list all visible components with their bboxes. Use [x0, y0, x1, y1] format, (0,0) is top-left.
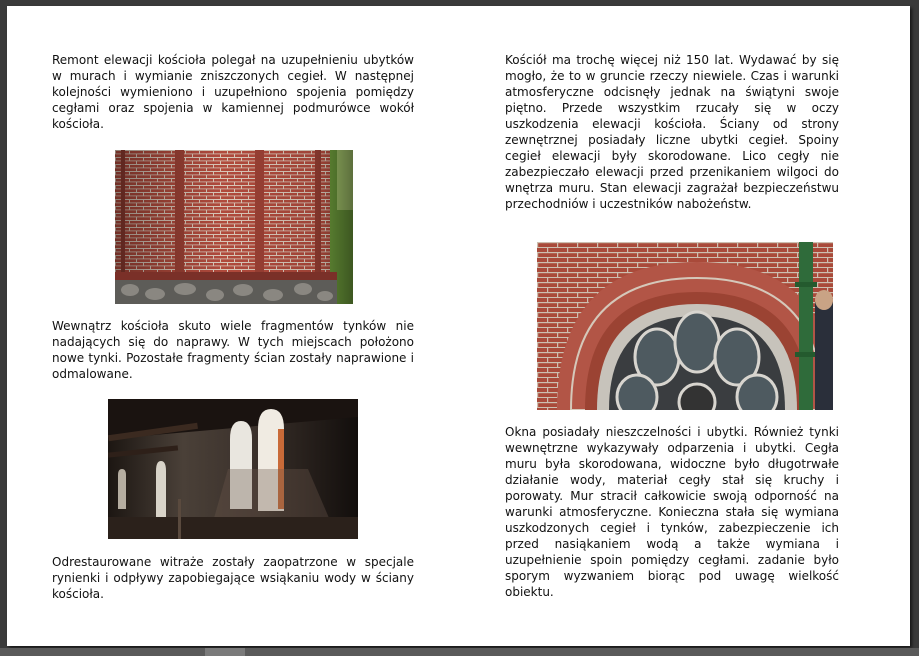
left-paragraph-2: Wewnątrz kościoła skuto wiele fragmentów tynków nie nadających się do naprawy. W tych miejscach położono nowe tynki. Pozostałe fragmenty ścian zostały naprawione i odmalowane.: [52, 319, 414, 381]
photo-rose-window-brick-arch: [537, 242, 833, 410]
photo-church-interior-windows: [108, 399, 358, 539]
right-paragraph-2: Okna posiadały nieszczelności i ubytki. Również tynki wewnętrzne wykazywały odparzenia i ubytki. Cegła muru była skorodowana, widoczne było długotrwałe działanie wody, materiał cegły stał się kruchy i porowaty. Mur stracił całkowicie swoją odporność na warunki atmosferyczne. Konieczna stała się wymiana uszkodzonych cegieł i tynków, zabezpieczenie ich przed nasiąkaniem wodą a także wymiana i uzupełnienie spoin pomiędzy cegłami. zadanie było sporym wyzwaniem biorąc pod uwagę wielkość obiektu.: [505, 425, 839, 599]
left-paragraph-3: Odrestaurowane witraże zostały zaopatrzone w specjale rynienki i odpływy zapobiegające wsiąkaniu wody w ściany kościoła.: [52, 555, 414, 601]
left-paragraph-1: Remont elewacji kościoła polegał na uzupełnieniu ubytków w murach i wymianie zniszczonych cegieł. W następnej kolejności wymieniono i uzupełniono spojenia pomiędzy cegłami oraz spojenia w kamiennej podmurówce wokół kościoła.: [52, 53, 414, 131]
scrollbar-thumb[interactable]: [205, 648, 245, 656]
photo-brick-apse-exterior: [115, 150, 353, 304]
right-paragraph-1: Kościół ma trochę więcej niż 150 lat. Wydawać by się mogło, że to w gruncie rzeczy niewiele. Czas i warunki atmosferyczne odcisnęły jednak na świątyni swoje piętno. Przede wszystkim rzucały się w oczy uszkodzenia elewacji kościoła. Ściany od strony zewnętrznej posiadały liczne ubytki cegieł. Spoiny cegieł elewacji były skorodowane. Lico cegły nie zabezpieczało elewacji przed przenikaniem wilgoci do wnętrza muru. Stan elewacji zagrażał bezpieczeństwu przechodniów i uczestników nabożeństw.: [505, 53, 839, 211]
bottom-scrollbar[interactable]: [0, 648, 919, 656]
document-page: [7, 6, 910, 646]
